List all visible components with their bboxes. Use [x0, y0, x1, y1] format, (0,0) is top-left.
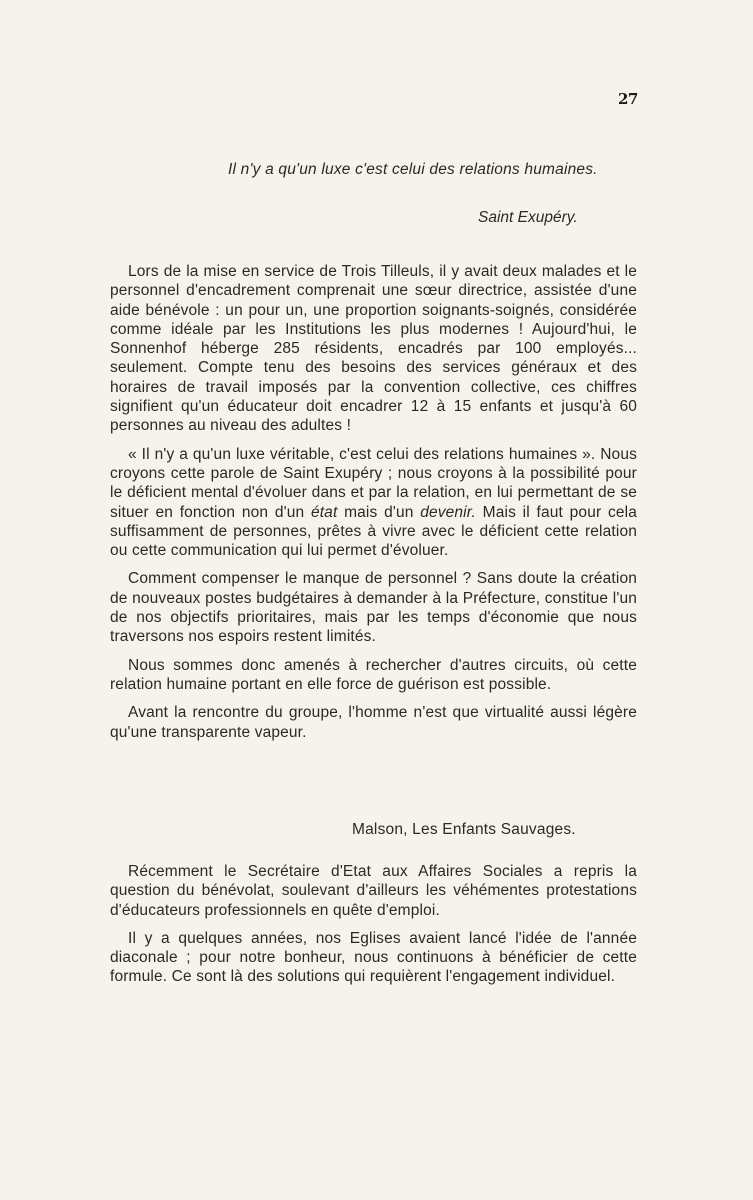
page-number: 27 — [618, 90, 638, 108]
paragraph-staffing: Lors de la mise en service de Trois Tilleuls, il y avait deux malades et le personnel d'encadrement comprenait une sœur directrice, assistée d'une aide bénévole : un pour un, une proportion soignants-soignés, considérée comme idéale par les Institutions les plus modernes ! Aujourd'hui, le Sonnenhof héberge 285 résidents, encadrés par 100 employés... seulement. Compte tenu des besoins des services généraux et des horaires de travail imposés par la convention collective, ces chiffres signifient qu'un éducateur doit encadrer 12 à 15 enfants et jusqu'à 60 personnes au niveau des adultes ! — [110, 263, 637, 435]
emphasis-devenir: devenir. — [420, 503, 476, 521]
quote-signature: Malson, Les Enfants Sauvages. — [352, 821, 576, 838]
paragraph-diaconale: Il y a quelques années, nos Eglises avaient lancé l'idée de l'année diaconale ; pour notre bonheur, nous continuons à bénéficier de cette formule. Ce sont là des solutions qui requièrent l'engagement individuel. — [110, 929, 637, 986]
emphasis-etat: état — [310, 503, 338, 521]
epigraph-quote: Il n'y a qu'un luxe c'est celui des relations humaines. — [228, 161, 598, 178]
body-text-section-2 — [110, 862, 637, 987]
paragraph-relations-start: « Il n'y a qu'un luxe véritable, c'est celui des relations humaines ». Nous croyons cette parole de Saint Exupéry ; nous croyons à la possibilité pour le déficient mental d'évoluer dans et par la relation, en lui permettant de se situer en fonction non d'un — [110, 445, 637, 521]
body-text-section-1 — [110, 262, 637, 742]
epigraph-author: Saint Exupéry. — [478, 209, 578, 226]
paragraph-quote-malson: Avant la rencontre du groupe, l'homme n'est que virtualité aussi légère qu'une transparente vapeur. — [110, 704, 637, 741]
paragraph-circuits: Nous sommes donc amenés à rechercher d'autres circuits, où cette relation humaine portant en elle force de guérison est possible. — [110, 656, 637, 693]
paragraph-relations-mid: mais d'un — [337, 503, 421, 521]
paragraph-compensation: Comment compenser le manque de personnel ? Sans doute la création de nouveaux postes budgétaires à demander à la Préfecture, constitue l'un de nos objectifs prioritaires, mais par les temps d'économie que nous traversons nos espoirs restent limités. — [110, 570, 637, 646]
paragraph-relations-end: Mais il faut pour cela suffisamment de personnes, prêtes à vivre avec le déficient cette relation ou cette communication qui lui permet d'évoluer. — [110, 503, 637, 560]
paragraph-relations — [110, 445, 637, 561]
paragraph-benevolat: Récemment le Secrétaire d'Etat aux Affaires Sociales a repris la question du bénévolat, soulevant d'ailleurs les véhémentes protestations d'éducateurs professionnels en quête d'emploi. — [110, 863, 637, 919]
